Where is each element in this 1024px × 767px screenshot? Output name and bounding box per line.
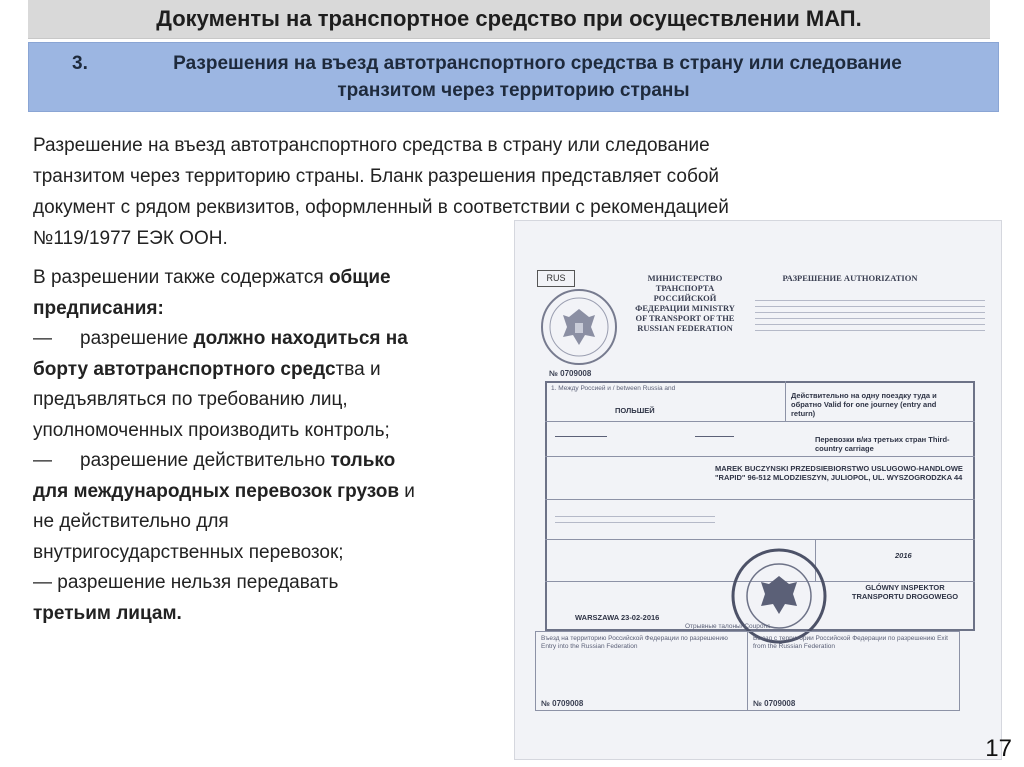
- body-line: не действительно для: [33, 511, 229, 532]
- body-line: третьим лицам.: [33, 602, 182, 624]
- body-line: В разрешении также содержатся общие: [33, 267, 391, 288]
- section-title-line2: транзитом через территорию страны: [337, 80, 690, 101]
- row-divider: [545, 421, 975, 422]
- authorization-fine-print: [755, 295, 985, 336]
- third-country-value: Перевозки в/из третьих стран Third-country carriage: [815, 435, 950, 453]
- intro-line: №119/1977 ЕЭК ООН.: [33, 228, 228, 249]
- body-line: для международных перевозок грузов и: [33, 480, 415, 502]
- country-value: ПОЛЬШЕЙ: [615, 406, 655, 415]
- inspector-title: GLÓWNY INSPEKTOR TRANSPORTU DROGOWEGO: [851, 583, 959, 601]
- ministry-heading: МИНИСТЕРСТВО ТРАНСПОРТА РОССИЙСКОЙ ФЕДЕРАЦИИ MINISTRY OF TRANSPORT OF THE RUSSIAN FEDERATION: [635, 273, 735, 333]
- russian-emblem-seal-icon: [539, 287, 619, 367]
- between-label: 1. Между Россией и / between Russia and: [551, 385, 676, 392]
- section-number: 3.: [72, 53, 88, 74]
- validity-year: 2016: [895, 551, 912, 560]
- serial-number-entry: № 0709008: [541, 699, 584, 708]
- section-header: [28, 42, 999, 112]
- registration-lines: [555, 511, 715, 528]
- carrier-value: MAREK BUCZYNSKI PRZEDSIEBIORSTWO USLUGOWO-HANDLOWE "RAPID" 96-512 MLODZIESZYN, JULIOPOL, UL. WYSZOGRODZKA 44: [715, 464, 963, 482]
- country-badge: RUS: [537, 270, 575, 287]
- serial-number-top: № 0709008: [549, 369, 592, 378]
- exit-coupon-text: Выезд с территории Российской Федерации по разрешению Exit from the Russian Federation: [753, 635, 948, 650]
- requirements-text: [33, 263, 503, 629]
- intro-line: транзитом через территорию страны. Бланк разрешения представляет собой: [33, 166, 720, 187]
- entry-coupon-text: Въезд на территорию Российской Федерации по разрешению Entry into the Russian Federation: [541, 635, 728, 650]
- body-line: уполномоченных производить контроль;: [33, 419, 390, 441]
- body-line: — разрешение должно находиться на: [33, 328, 408, 349]
- section-title-line1: Разрешения на въезд автотранспортного средства в страну или следование: [173, 53, 902, 74]
- crossed-option: ——————: [695, 433, 734, 440]
- body-line: внутригосударственных перевозок;: [33, 541, 344, 563]
- coupons-label: Отрывные талоны/ Coupons: [685, 623, 771, 630]
- intro-line: документ с рядом реквизитов, оформленный в соответствии с рекомендацией: [33, 197, 729, 218]
- coupon-divider: [747, 631, 748, 711]
- authorization-heading: РАЗРЕШЕНИЕ AUTHORIZATION: [782, 273, 918, 283]
- crossed-option: ————————: [555, 433, 607, 440]
- row-divider: [545, 456, 975, 457]
- page-number: 17: [985, 735, 1012, 762]
- col-divider: [785, 381, 786, 421]
- body-line: — разрешение нельзя передавать: [33, 572, 339, 593]
- row-divider: [545, 499, 975, 500]
- permit-scan: [514, 220, 1002, 760]
- body-line: предписания:: [33, 297, 164, 319]
- body-line: борту автотранспортного средства и: [33, 358, 381, 380]
- intro-line: Разрешение на въезд автотранспортного средства в страну или следование: [33, 135, 710, 156]
- journeys-value: Действительно на одну поездку туда и обратно Valid for one journey (entry and return): [791, 391, 937, 418]
- body-line: предъявляться по требованию лиц,: [33, 389, 348, 410]
- slide-title: Документы на транспортное средство при осуществлении МАП.: [28, 0, 990, 39]
- body-line: — разрешение действительно только: [33, 450, 396, 471]
- place-date-value: WARSZAWA 23-02-2016: [575, 613, 660, 622]
- row-divider: [545, 539, 975, 540]
- serial-number-exit: № 0709008: [753, 699, 796, 708]
